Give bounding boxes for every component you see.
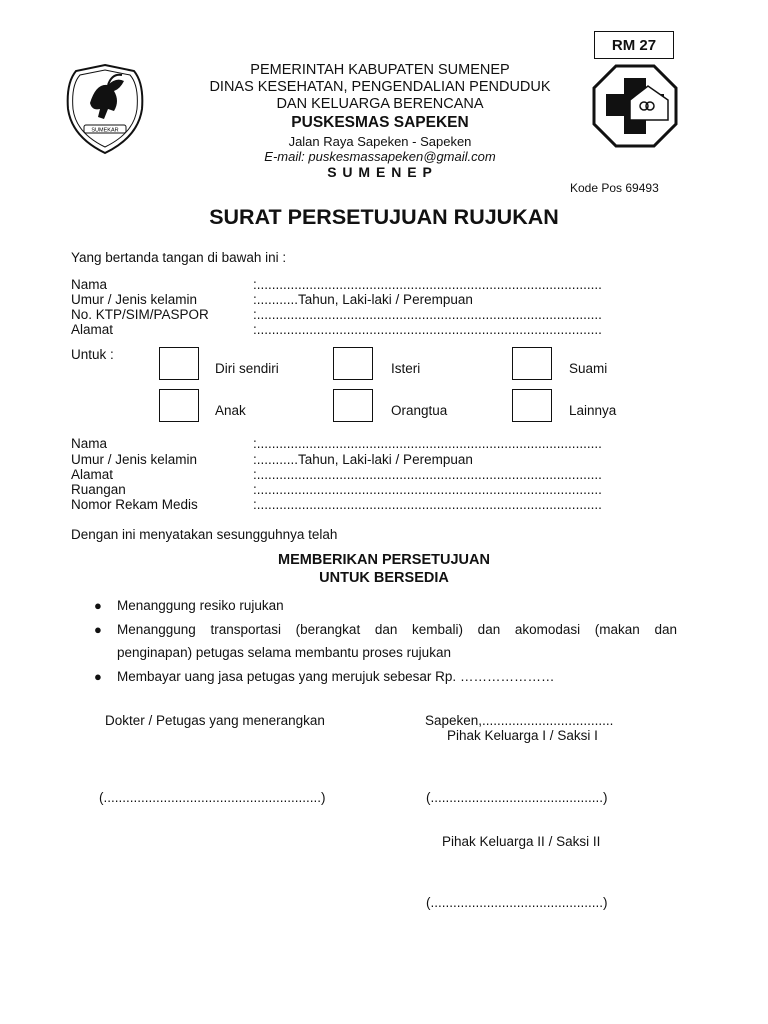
untuk-label: Untuk : bbox=[71, 347, 114, 362]
bullet-item: Membayar uang jasa petugas yang merujuk sebesar Rp. ………………… bbox=[117, 669, 555, 684]
header-institution: PUSKESMAS SAPEKEN bbox=[291, 114, 469, 131]
consent-heading-2: UNTUK BERSEDIA bbox=[319, 570, 449, 586]
crest-ribbon-text: SUMEKAR bbox=[91, 127, 119, 134]
field-value[interactable]: :............................................................................................ bbox=[253, 277, 602, 292]
option-label: Lainnya bbox=[569, 403, 617, 418]
field-label: Alamat bbox=[71, 467, 114, 482]
form-code: RM 27 bbox=[611, 36, 657, 54]
header-city: S U M E N E P bbox=[327, 164, 433, 180]
header-line-1: PEMERINTAH KABUPATEN SUMENEP bbox=[250, 62, 510, 78]
consent-heading-1: MEMBERIKAN PERSETUJUAN bbox=[278, 552, 490, 568]
document-title: SURAT PERSETUJUAN RUJUKAN bbox=[209, 205, 559, 229]
field-value[interactable]: :...........Tahun, Laki-laki / Perempuan bbox=[253, 292, 473, 307]
field-label: Ruangan bbox=[71, 482, 126, 497]
header-line-3: DAN KELUARGA BERENCANA bbox=[276, 96, 484, 112]
field-label: Nama bbox=[71, 436, 108, 451]
header-email: E-mail: puskesmassapeken@gmail.com bbox=[264, 149, 496, 164]
signature-right-title-1: Pihak Keluarga I / Saksi I bbox=[447, 728, 598, 743]
field-value[interactable]: :............................................................................................ bbox=[253, 482, 602, 497]
field-value[interactable]: :...........Tahun, Laki-laki / Perempuan bbox=[253, 452, 473, 467]
bullet-icon: ● bbox=[94, 622, 102, 637]
option-label: Suami bbox=[569, 361, 608, 376]
signature-line-right-2[interactable]: (..............................................) bbox=[426, 895, 608, 910]
signature-left-title: Dokter / Petugas yang menerangkan bbox=[105, 713, 325, 728]
signature-line-right-1[interactable]: (..............................................) bbox=[426, 790, 608, 805]
option-label: Anak bbox=[215, 403, 246, 418]
postal-code: Kode Pos 69493 bbox=[570, 181, 659, 195]
bullet-item: Menanggung transportasi (berangkat dan kembali) dan akomodasi (makan dan bbox=[117, 622, 677, 637]
field-value[interactable]: :............................................................................................ bbox=[253, 307, 602, 322]
signature-right-title-2: Pihak Keluarga II / Saksi II bbox=[442, 834, 601, 849]
header-line-2: DINAS KESEHATAN, PENGENDALIAN PENDUDUK bbox=[209, 79, 551, 95]
header-address: Jalan Raya Sapeken - Sapeken bbox=[288, 134, 472, 149]
bullet-item: Menanggung resiko rujukan bbox=[117, 598, 284, 613]
field-label: Alamat bbox=[71, 322, 114, 337]
checkbox-suami[interactable] bbox=[512, 347, 552, 380]
field-label: Umur / Jenis kelamin bbox=[71, 292, 198, 307]
option-label: Orangtua bbox=[391, 403, 448, 418]
checkbox-diri-sendiri[interactable] bbox=[159, 347, 199, 380]
intro-text: Yang bertanda tangan di bawah ini : bbox=[71, 250, 287, 265]
sumenep-crest-logo bbox=[64, 63, 146, 155]
field-value[interactable]: :............................................................................................ bbox=[253, 467, 602, 482]
bullet-icon: ● bbox=[94, 669, 102, 684]
field-label: No. KTP/SIM/PASPOR bbox=[71, 307, 209, 322]
option-label: Diri sendiri bbox=[215, 361, 279, 376]
field-label: Umur / Jenis kelamin bbox=[71, 452, 198, 467]
checkbox-orangtua[interactable] bbox=[333, 389, 373, 422]
checkbox-lainnya[interactable] bbox=[512, 389, 552, 422]
field-value[interactable]: :............................................................................................ bbox=[253, 322, 602, 337]
form-code-box bbox=[594, 31, 674, 59]
signature-line-left[interactable]: (..........................................................) bbox=[99, 790, 326, 805]
bullet-icon: ● bbox=[94, 598, 102, 613]
checkbox-isteri[interactable] bbox=[333, 347, 373, 380]
signature-place-date[interactable]: Sapeken,................................... bbox=[425, 713, 614, 728]
option-label: Isteri bbox=[391, 361, 421, 376]
field-value[interactable]: :............................................................................................ bbox=[253, 497, 602, 512]
checkbox-anak[interactable] bbox=[159, 389, 199, 422]
field-label: Nama bbox=[71, 277, 108, 292]
field-label: Nomor Rekam Medis bbox=[71, 497, 198, 512]
declaration-text: Dengan ini menyatakan sesungguhnya telah bbox=[71, 527, 338, 542]
bullet-item-continued: penginapan) petugas selama membantu proses rujukan bbox=[117, 645, 451, 660]
field-value[interactable]: :............................................................................................ bbox=[253, 436, 602, 451]
